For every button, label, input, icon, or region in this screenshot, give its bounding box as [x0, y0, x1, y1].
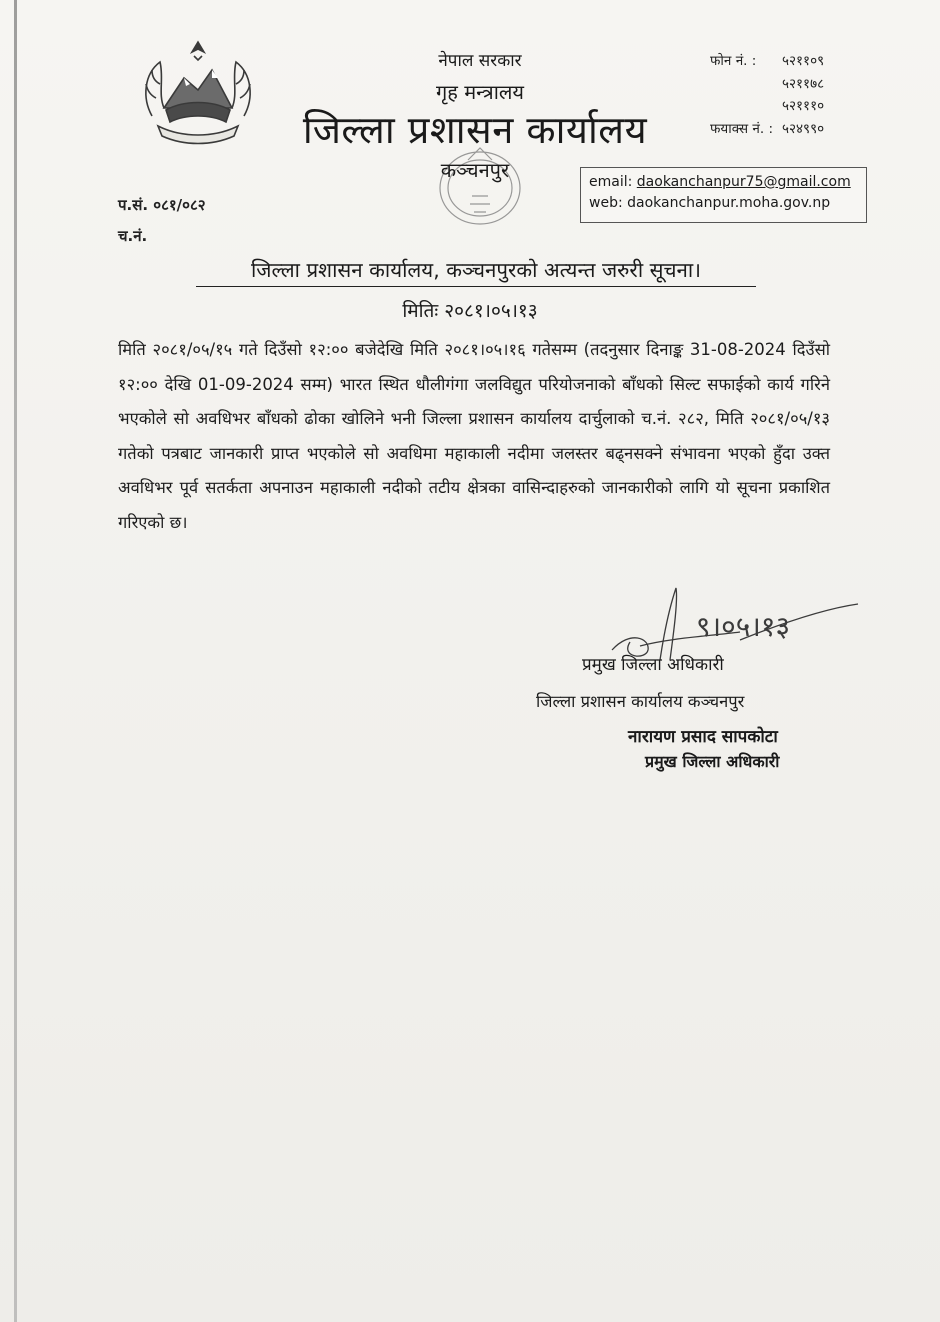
phone-number: ५२१११० [782, 98, 825, 114]
phone-block [710, 50, 870, 140]
phone-row-3 [710, 95, 870, 118]
scan-edge [14, 0, 17, 1322]
phone-number: ५२११७८ [782, 75, 825, 92]
phone-number: ५२११०९ [782, 53, 825, 69]
office-seal-stamp-icon [430, 140, 530, 230]
fax-number: ५२४९९० [782, 120, 825, 137]
signatory-name: नारायण प्रसाद सापकोटा [628, 727, 778, 747]
notice-title: जिल्ला प्रशासन कार्यालय, कञ्चनपुरको अत्यन्त जरुरी सूचना। [196, 256, 756, 287]
web-address: daokanchanpur.moha.gov.np [627, 195, 831, 211]
notice-paragraph: मिति २०८१/०५/१५ गते दिउँसो १२:०० बजेदेखि मिति २०८१।०५।१६ गतेसम्म (तदनुसार दिनाङ्क 31-08-2024 दिउँसो १२:०० देखि 01-09-2024 सम्म) भारत स्थित धौलीगंगा जलविद्युत परियोजनाको बाँधको सिल्ट सफाईको कार्य गरिने भएकोले सो अवधिभर बाँधको ढोका खोलिने भनी जिल्ला प्रशासन कार्यालय दार्चुलाको च.नं. २८२, मिति २०८१/०५/१३ गतेको पत्रबाट जानकारी प्राप्त भएकोले सो अवधिमा महाकाली नदीमा जलस्तर बढ्नसक्ने संभावना भएको हुँदा उक्त अवधिभर पूर्व सतर्कता अपनाउन महाकाली नदीको तटीय क्षेत्रका वासिन्दाहरुको जानकारीको लागि यो सूचना प्रकाशित गरिएको छ। [118, 340, 830, 532]
nepal-emblem-icon [134, 38, 262, 150]
email-line [589, 172, 866, 193]
contact-box [580, 167, 867, 223]
government-name: नेपाल सरकार [438, 51, 522, 71]
dispatch-number: च.नं. [118, 227, 148, 245]
signatory-role: प्रमुख जिल्ला अधिकारी [582, 655, 724, 675]
reference-number: प.सं. ०८१/०८२ [118, 196, 206, 214]
phone-label: फोन नं. : [710, 53, 757, 69]
signature-date-text: ९।०५।१३ [696, 610, 791, 643]
phone-row-1 [710, 50, 870, 73]
web-label: web: [589, 195, 623, 211]
notice-body [118, 333, 830, 540]
email-link[interactable]: daokanchanpur75@gmail.com [636, 174, 851, 190]
fax-row [710, 118, 870, 141]
signatory-office: जिल्ला प्रशासन कार्यालय कञ्चनपुर [536, 692, 745, 711]
ministry-name: गृह मन्त्रालय [435, 80, 525, 104]
web-line [589, 193, 866, 214]
signatory-title: प्रमुख जिल्ला अधिकारी [645, 752, 780, 771]
phone-row-2 [710, 73, 870, 96]
notice-date: मितिः २०८१।०५।१३ [402, 300, 538, 322]
email-label: email: [589, 174, 633, 190]
district-name: कञ्चनपुर [440, 158, 510, 182]
office-name: जिल्ला प्रशासन कार्यालय [302, 108, 648, 152]
fax-label: फयाक्स नं. : [710, 120, 774, 137]
